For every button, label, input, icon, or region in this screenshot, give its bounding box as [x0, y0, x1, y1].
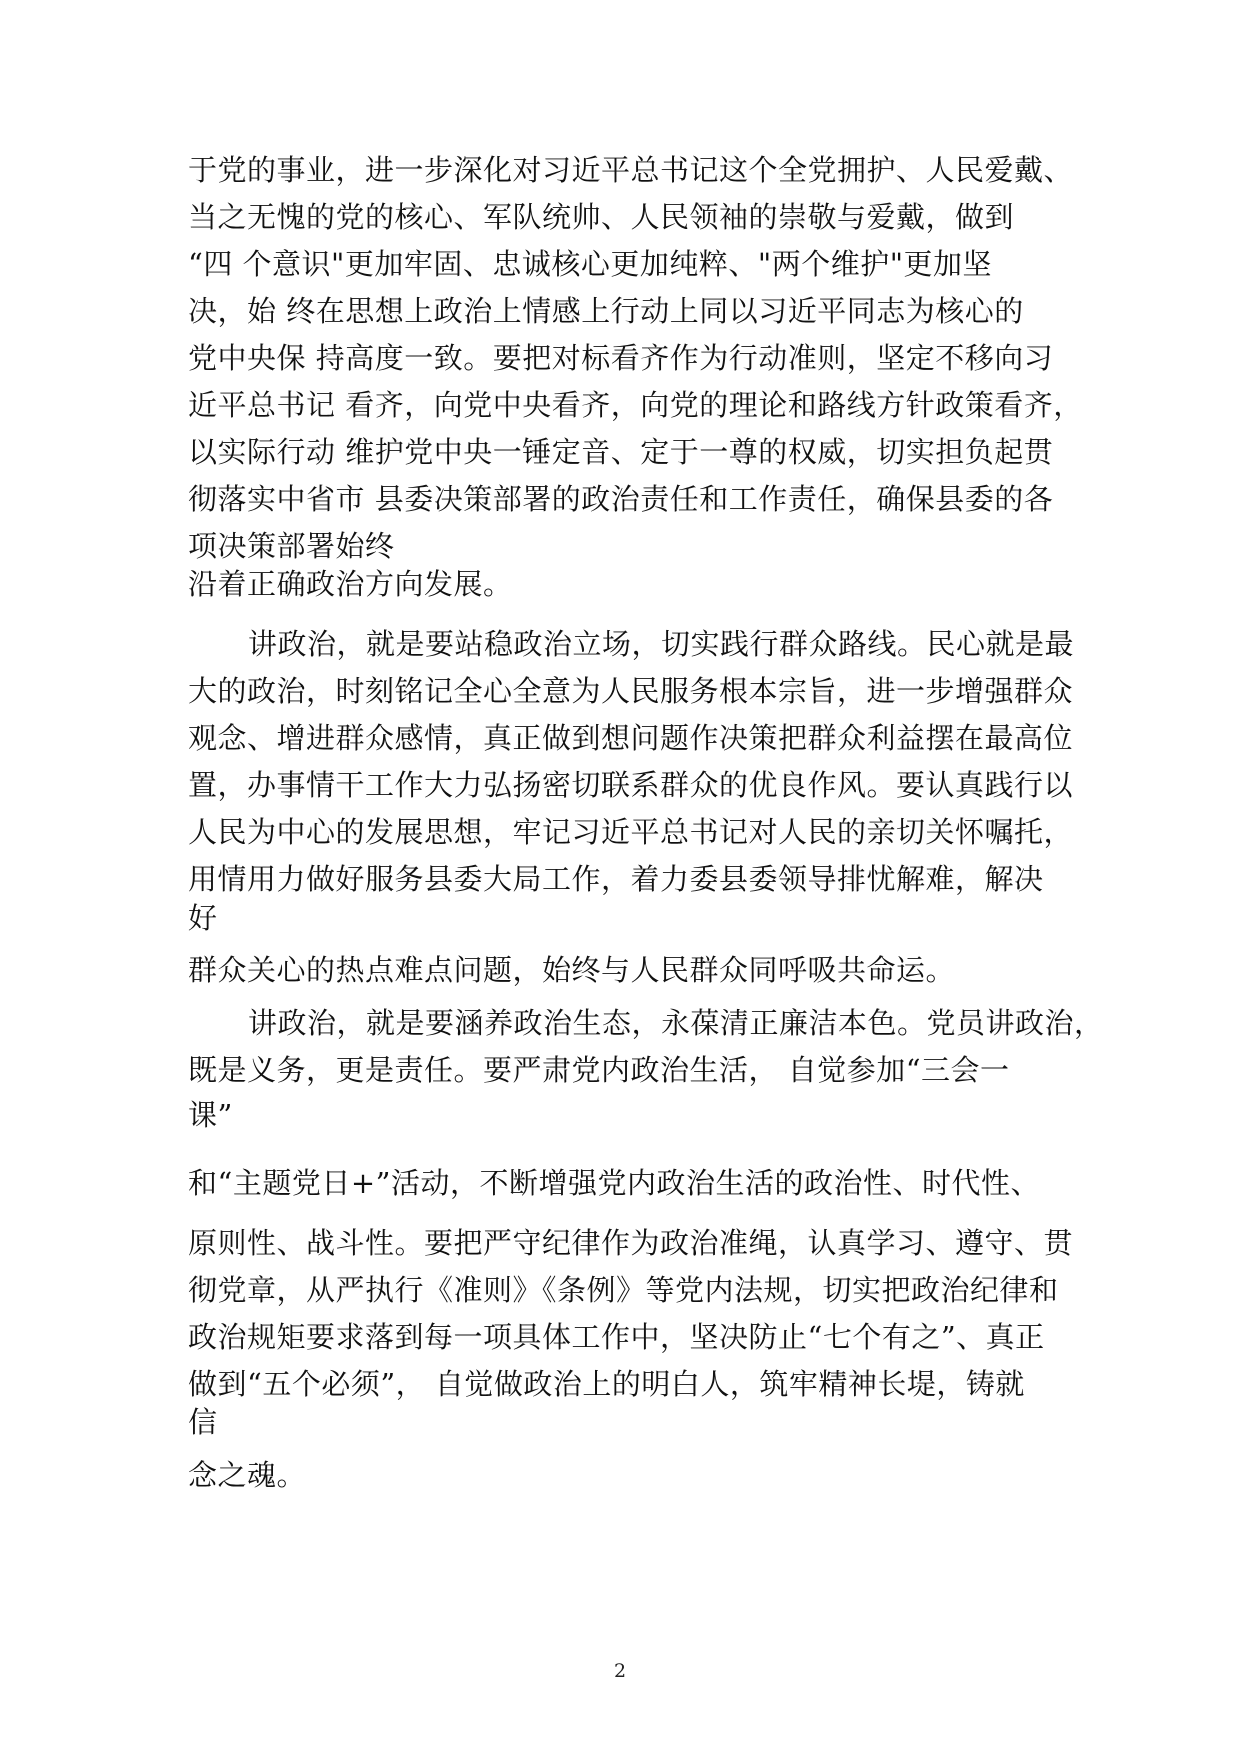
paragraph-first-line: 讲政治，就是要涵养政治生态，永葆清正廉洁本色。党员讲政治， — [248, 1006, 1104, 1040]
text-line: 原则性、战斗性。要把严守纪律作为政治准绳，认真学习、遵守、贯 — [188, 1226, 1074, 1260]
text-line: 观念、增进群众感情，真正做到想问题作决策把群众利益摆在最高位 — [188, 721, 1074, 755]
text-line: 做到“五个必须”， 自觉做政治上的明白人，筑牢精神长堤，铸就 — [188, 1367, 1025, 1401]
text-line: 当之无愧的党的核心、军队统帅、人民领袖的崇敬与爱戴，做到 — [188, 200, 1015, 234]
text-line: 置，办事情干工作大力弘扬密切联系群众的优良作风。要认真践行以 — [188, 768, 1074, 802]
text-line: 党中央保 持高度一致。要把对标看齐作为行动准则，坚定不移向习 — [188, 341, 1054, 375]
text-line: 信 — [188, 1405, 218, 1439]
text-line: 于党的事业，进一步深化对习近平总书记这个全党拥护、人民爱戴、 — [188, 153, 1074, 187]
page-number: 2 — [613, 1660, 627, 1682]
text-line: 以实际行动 维护党中央一锤定音、定于一尊的权威，切实担负起贯 — [188, 435, 1054, 469]
text-line: 人民为中心的发展思想，牢记习近平总书记对人民的亲切关怀嘱托， — [188, 815, 1074, 849]
paragraph-first-line: 讲政治，就是要站稳政治立场，切实践行群众路线。民心就是最 — [248, 627, 1075, 661]
text-line: 念之魂。 — [188, 1458, 307, 1492]
text-line: 彻落实中省市 县委决策部署的政治责任和工作责任，确保县委的各 — [188, 482, 1054, 516]
text-line: 大的政治，时刻铭记全心全意为人民服务根本宗旨，进一步增强群众 — [188, 674, 1074, 708]
text-line: 项决策部署始终 — [188, 529, 395, 563]
text-line: 用情用力做好服务县委大局工作，着力委县委领导排忧解难，解决 — [188, 862, 1044, 896]
text-line: 课” — [188, 1098, 233, 1132]
text-line: 好 — [188, 901, 218, 935]
text-line: “四 个意识"更加牢固、忠诚核心更加纯粹、"两个维护"更加坚 — [188, 247, 993, 281]
text-line: 近平总书记 看齐，向党中央看齐，向党的理论和路线方针政策看齐， — [188, 388, 1083, 422]
text-line: 彻党章，从严执行《准则》《条例》等党内法规，切实把政治纪律和 — [188, 1273, 1059, 1307]
text-line: 群众关心的热点难点问题，始终与人民群众同呼吸共命运。 — [188, 953, 956, 987]
text-line: 沿着正确政治方向发展。 — [188, 567, 513, 601]
text-line: 政治规矩要求落到每一项具体工作中，坚决防止“七个有之”、真正 — [188, 1320, 1045, 1354]
text-line: 既是义务，更是责任。要严肃党内政治生活， 自觉参加“三会一 — [188, 1053, 1010, 1087]
text-line: 决，始 终在思想上政治上情感上行动上同以习近平同志为核心的 — [188, 294, 1024, 328]
text-line: 和“主题党日+”活动，不断增强党内政治生活的政治性、时代性、 — [188, 1166, 1040, 1200]
